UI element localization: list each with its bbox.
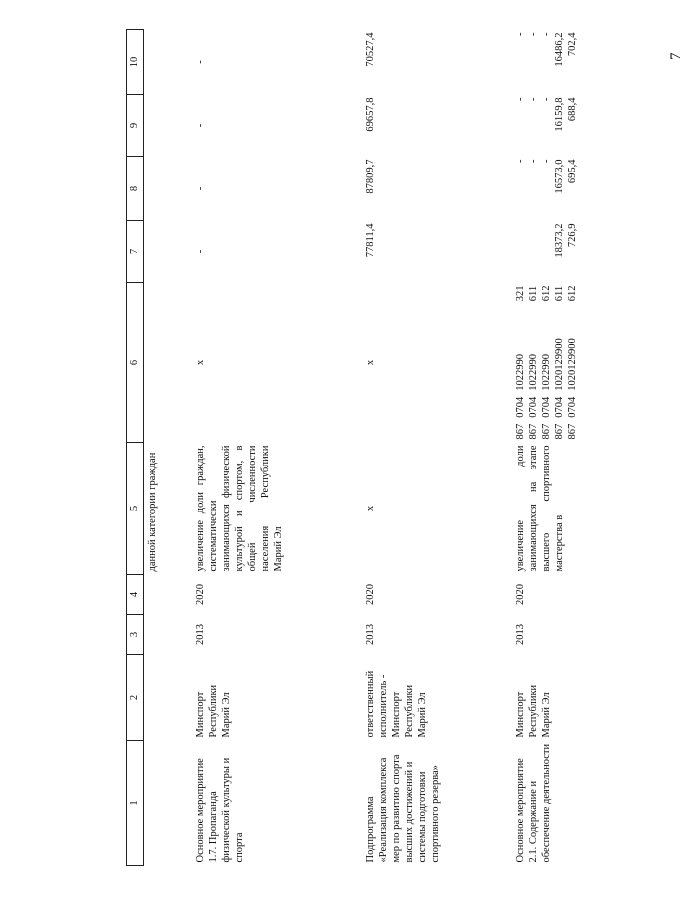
col-header-4: 4 — [127, 575, 144, 615]
col-header-3: 3 — [127, 615, 144, 655]
cell-value-7: - — [194, 249, 206, 254]
table-row — [362, 30, 512, 866]
cell-start-year: 2013 — [194, 624, 206, 645]
rotated-table-wrapper — [126, 30, 578, 866]
cell-value-10: 70527,4 — [364, 32, 376, 67]
col-header-6: 6 — [127, 283, 144, 443]
cell-result: увеличение доли граждан, систематически занимающихся физической культурой и спортом, в общей численности населения Республики Марий Эл — [194, 445, 285, 572]
cell-value-10: - - - 16486,2 702,4 — [514, 32, 578, 67]
cell-start-year: 2013 — [514, 624, 526, 645]
cell-end-year: 2020 — [364, 584, 376, 605]
cell-executor: Минспорт Республики Марий Эл — [194, 684, 232, 738]
col-header-1: 1 — [127, 741, 144, 866]
col-header-2: 2 — [127, 655, 144, 741]
cell-start-year: 2013 — [364, 624, 376, 645]
col-header-5: 5 — [127, 443, 144, 575]
cell-value-7: 77811,4 — [364, 223, 376, 258]
page-number: 7 — [668, 52, 684, 60]
cell-value-7: 18373,2 726,9 — [553, 223, 578, 258]
csr-codes: 1022990 1022990 1022990 1020129900 1020129900 — [514, 338, 578, 391]
cell-end-year: 2020 — [194, 584, 206, 605]
vr-codes: 321 611 612 611 612 — [514, 285, 578, 302]
cell-executor: Минспорт Республики Марий Эл — [514, 684, 552, 738]
program-table — [126, 29, 581, 866]
cell-value-9: 69657,8 — [364, 97, 376, 132]
cell-value-8: - — [194, 186, 206, 191]
grbs-codes: 867 867 867 867 867 — [514, 423, 578, 440]
cell-value-10: - — [194, 60, 206, 64]
cell-codes — [512, 283, 582, 443]
cell-value-8: - - - 16573,0 695,4 — [514, 159, 578, 194]
cell-measure-name: Основное мероприятие 2.1. Содержание и обеспечение деятельности — [514, 743, 552, 863]
cell-value-9: - - - 16159,8 688,4 — [514, 97, 578, 132]
table-row — [144, 30, 192, 866]
col-header-7: 7 — [127, 221, 144, 283]
col-header-10: 10 — [127, 30, 144, 95]
table-row — [192, 30, 362, 866]
table-row — [512, 30, 582, 866]
cell-codes: х — [194, 359, 206, 366]
cell-codes: х — [364, 359, 376, 366]
col-header-9: 9 — [127, 95, 144, 157]
cell-executor: ответственный исполнитель - Минспорт Республики Марий Эл — [364, 670, 428, 738]
cell-value-8: 87809,7 — [364, 159, 376, 194]
cell-result: увеличение доли занимающихся на этапе высшего спортивного мастерства в — [514, 445, 565, 572]
cell-value-9: - — [194, 123, 206, 128]
rzpr-codes: 0704 0704 0704 0704 0704 — [514, 396, 578, 418]
column-number-row — [127, 30, 144, 866]
cell-end-year: 2020 — [514, 584, 526, 605]
col-header-8: 8 — [127, 157, 144, 221]
cell-measure-name: Подпрограмма «Реализация комплекса мер по развитию спорта высших достижений и системы подготовки спортивного резерва» — [364, 754, 442, 863]
cell-measure-name: Основное мероприятие 1.7. Пропаганда физической культуры и спорта — [194, 757, 245, 863]
continued-text: данной категории граждан — [147, 452, 158, 572]
cell-result: х — [364, 505, 376, 512]
